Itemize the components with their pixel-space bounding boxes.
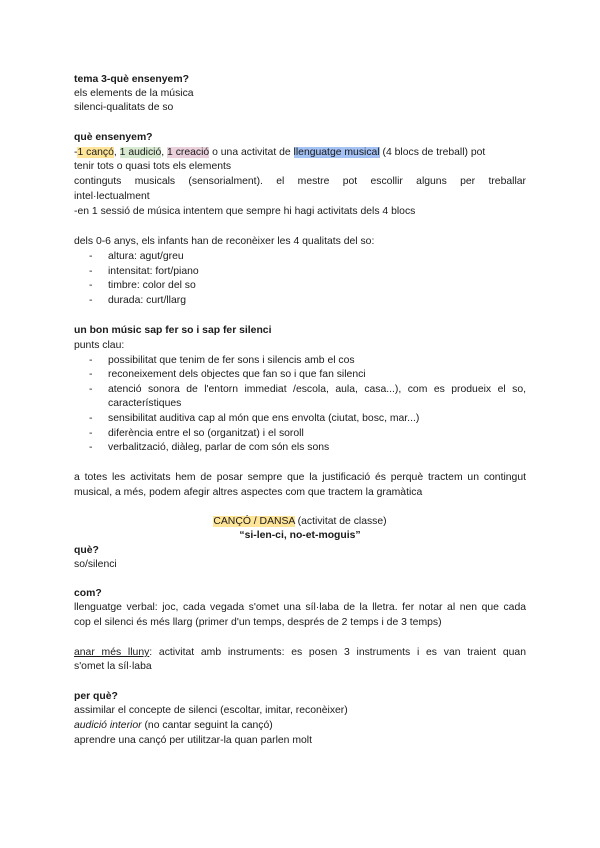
text-span: (activitat de classe) — [294, 516, 387, 527]
section-heading: un bon músic sap fer so i sap fer silenci — [74, 325, 272, 336]
bullet-dash: - — [89, 369, 93, 380]
list-item: possibilitat que tenim de fer sons i silencis amb el cos — [108, 355, 355, 366]
paragraph-line: assimilar el concepte de silenci (escoltar, imitar, reconèixer) — [74, 705, 348, 716]
highlight-llenguatge: llenguatge musical — [293, 147, 380, 158]
paragraph-line: a totes les activitats hem de posar sempre que la justificació és perquè tractem un contingut — [74, 472, 526, 483]
bullet-dash: - — [89, 280, 93, 291]
paragraph-line: continguts musicals (sensorialment). el mestre pot escollir alguns per treballar — [74, 176, 526, 187]
paragraph-line: dels 0-6 anys, els infants han de reconèixer les 4 qualitats del so: — [74, 236, 375, 247]
text-span: : activitat amb instruments: es posen 3 instruments i es van traient quan — [149, 647, 526, 658]
paragraph-line: intel·lectualment — [74, 191, 150, 202]
bullet-dash: - — [89, 251, 93, 262]
list-item: intensitat: fort/piano — [108, 266, 199, 277]
paragraph-line — [74, 719, 526, 732]
list-item: atenció sonora de l'entorn immediat /escola, aula, casa...), com es produeix el so, — [108, 384, 526, 395]
subtitle-line: silenci-qualitats de so — [74, 102, 174, 113]
paragraph-line: s'omet la síl·laba — [74, 661, 152, 672]
activity-title — [74, 515, 526, 528]
bullet-dash: - — [89, 428, 93, 439]
bullet-dash: - — [89, 442, 93, 453]
paragraph-line: tenir tots o quasi tots els elements — [74, 161, 232, 172]
section-heading: què ensenyem? — [74, 132, 153, 143]
paragraph-line: punts clau: — [74, 340, 125, 351]
song-title: “si-len-ci, no-et-moguis” — [239, 530, 361, 541]
list-item: diferència entre el so (organitzat) i el soroll — [108, 428, 304, 439]
anar-mes-lluny-label: anar més lluny — [74, 647, 150, 658]
section-heading: per què? — [74, 691, 118, 702]
highlight-audicio: 1 audició — [119, 147, 162, 158]
paragraph-line: musical, a més, podem afegir altres aspectes com que tractem la gramàtica — [74, 487, 423, 498]
paragraph-line: llenguatge verbal: joc, cada vegada s'omet una síl·laba de la lletra. fer notar al nen que cada — [74, 602, 526, 613]
list-item: reconeixement dels objectes que fan so i que fan silenci — [108, 369, 366, 380]
bullet-dash: - — [89, 295, 93, 306]
bullet-dash: - — [89, 266, 93, 277]
text-span: , — [113, 147, 120, 158]
list-item: durada: curt/llarg — [108, 295, 186, 306]
paragraph-line: -en 1 sessió de música intentem que sempre hi hagi activitats dels 4 blocs — [74, 206, 416, 217]
paragraph-line — [74, 146, 526, 159]
paragraph-line — [74, 646, 526, 659]
list-item: timbre: color del so — [108, 280, 196, 291]
bullet-dash: - — [89, 384, 93, 395]
list-item: sensibilitat auditiva cap al món que ens envolta (ciutat, bosc, mar...) — [108, 413, 420, 424]
list-item: verbalització, diàleg, parlar de com són els sons — [108, 442, 330, 453]
text-span: , — [161, 147, 168, 158]
section-heading: què? — [74, 545, 99, 556]
activity-title-highlight: CANÇÓ / DANSA — [213, 516, 295, 527]
subtitle-line: els elements de la música — [74, 88, 194, 99]
text-span: - — [74, 147, 78, 158]
text-span: o una activitat de — [209, 147, 294, 158]
bullet-dash: - — [89, 355, 93, 366]
list-item-continuation: característiques — [108, 398, 182, 409]
list-item: altura: agut/greu — [108, 251, 184, 262]
paragraph-line: so/silenci — [74, 559, 117, 570]
section-heading: com? — [74, 588, 102, 599]
highlight-creacio: 1 creació — [167, 147, 210, 158]
paragraph-line: cop el silenci és més llarg (primer d'un temps, després de 2 temps i de 3 temps) — [74, 617, 442, 628]
text-span: (no cantar seguint la cançó) — [141, 720, 273, 731]
highlight-canco: 1 cançó — [77, 147, 114, 158]
paragraph-line: aprendre una cançó per utilitzar-la quan parlen molt — [74, 735, 312, 746]
doc-title: tema 3-què ensenyem? — [74, 74, 189, 85]
bullet-dash: - — [89, 413, 93, 424]
text-span: (4 blocs de treball) pot — [379, 147, 486, 158]
italic-term: audició interior — [74, 720, 142, 731]
